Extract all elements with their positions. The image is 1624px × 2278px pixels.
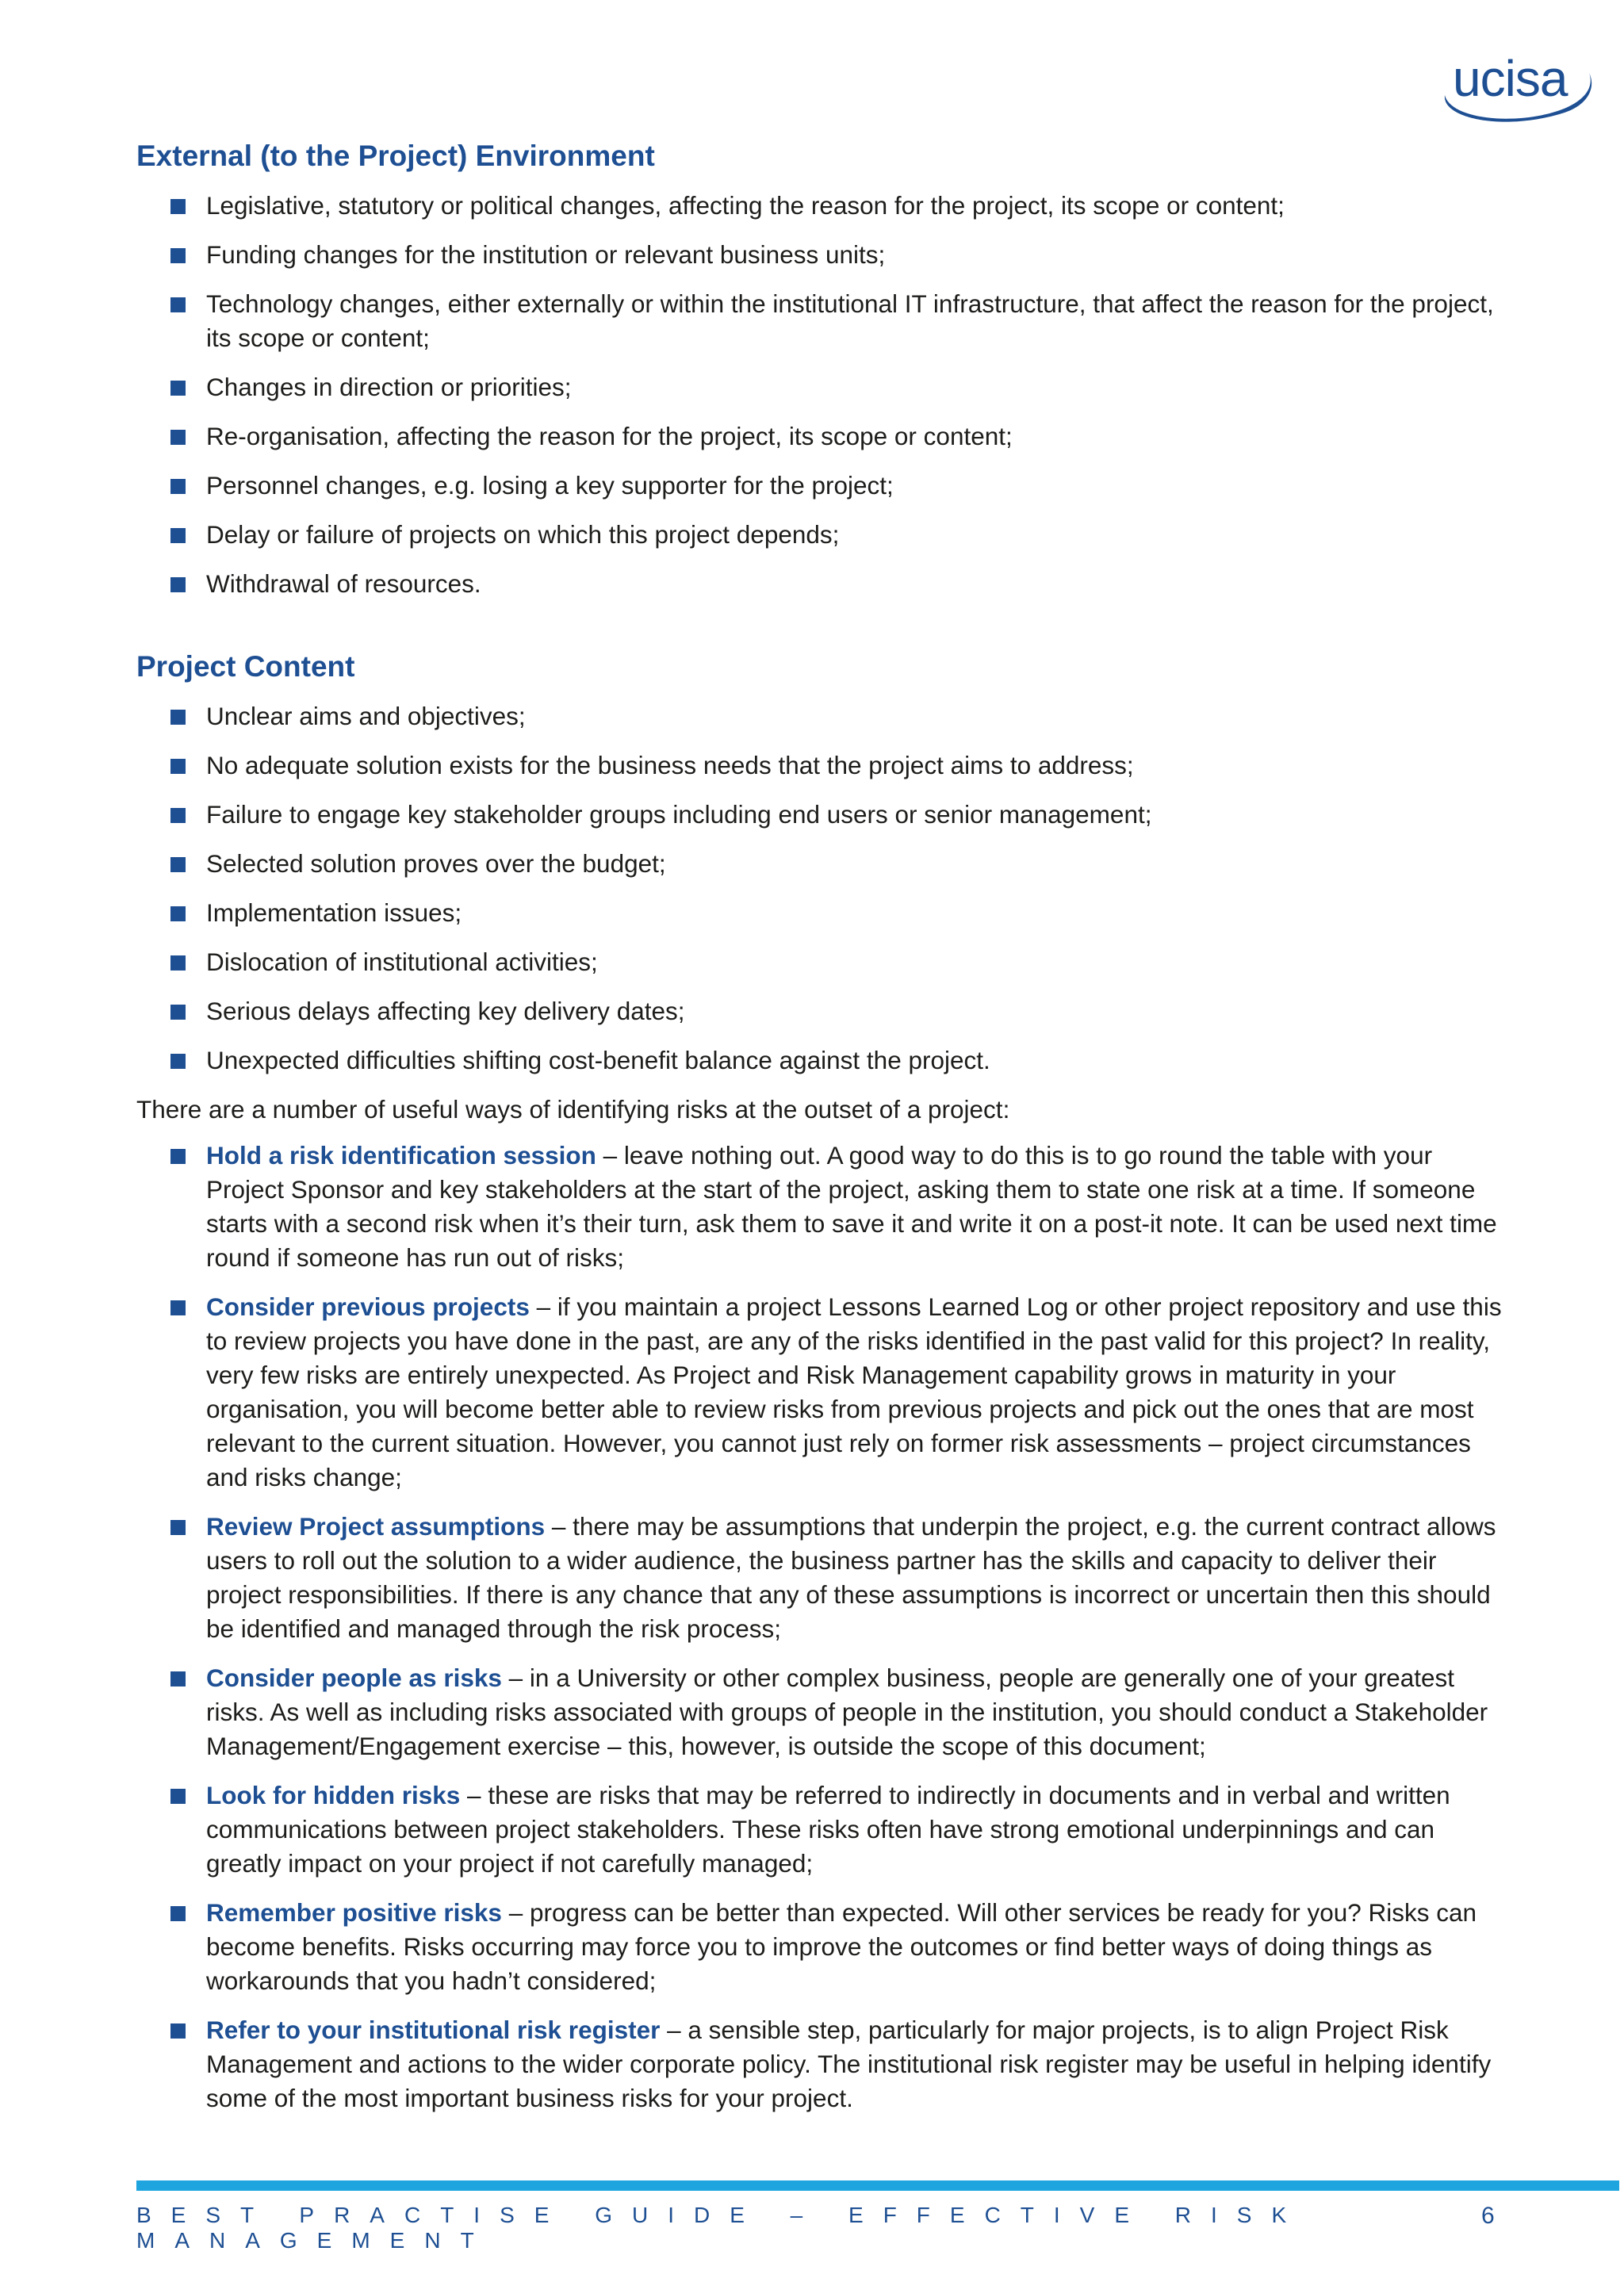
- list-item: Legislative, statutory or political changes, affecting the reason for the project, its scope or content;: [136, 189, 1516, 223]
- page-content: [136, 135, 1516, 2131]
- list-item: Dislocation of institutional activities;: [136, 945, 1516, 979]
- bullet-list: [136, 699, 1516, 1078]
- method-text: – leave nothing out. A good way to do this is to go round the table with your Project Sponsor and key stakeholders at the start of the project, asking them to state one risk at a time. If someone starts with a second risk when it’s their turn, ask them to save it and write it on a post-it note. It can be used next time round if someone has run out of risks;: [206, 1141, 1497, 1272]
- method-title: Refer to your institutional risk register: [206, 2016, 661, 2044]
- list-item: Implementation issues;: [136, 896, 1516, 930]
- footer-rule: [136, 2180, 1619, 2191]
- section-heading: Project Content: [136, 650, 355, 683]
- intro-paragraph: There are a number of useful ways of identifying risks at the outset of a project:: [136, 1095, 1010, 1124]
- list-item: Changes in direction or priorities;: [136, 370, 1516, 404]
- list-item: Selected solution proves over the budget;: [136, 847, 1516, 881]
- section-project-content: [136, 645, 1516, 1078]
- list-item: Funding changes for the institution or relevant business units;: [136, 238, 1516, 272]
- list-item: Serious delays affecting key delivery dates;: [136, 994, 1516, 1028]
- method-text: – these are risks that may be referred to indirectly in documents and in verbal and written communications between project stakeholders. These risks often have strong emotional underpinnings and can greatly impact on your project if not carefully managed;: [206, 1781, 1450, 1878]
- list-item: Withdrawal of resources.: [136, 567, 1516, 601]
- logo-text: ucisa: [1453, 50, 1568, 107]
- footer-title: BEST PRACTISE GUIDE – EFFECTIVE RISK MANAGEMENT: [136, 2203, 1307, 2253]
- list-item: [136, 1290, 1516, 1495]
- method-text: – there may be assumptions that underpin the project, e.g. the current contract allows users to roll out the solution to a wider audience, the business partner has the skills and capacity to deliver their project responsibilities. If there is any chance that any of these assumptions is incorrect or uncertain then this should be identified and managed through the risk process;: [206, 1512, 1496, 1643]
- list-item: Technology changes, either externally or within the institutional IT infrastructure, that affect the reason for the project, its scope or content;: [136, 287, 1516, 355]
- method-title: Look for hidden risks: [206, 1781, 461, 1809]
- ucisa-logo: [1434, 46, 1600, 133]
- method-text: – progress can be better than expected. Will other services be ready for you? Risks can become benefits. Risks occurring may force you to improve the outcomes or find better ways of doing things as workarounds that you hadn’t considered;: [206, 1898, 1477, 1995]
- list-item: [136, 1778, 1516, 1881]
- list-item: Unexpected difficulties shifting cost-benefit balance against the project.: [136, 1043, 1516, 1078]
- section-external-environment: [136, 135, 1516, 601]
- method-title: Hold a risk identification session: [206, 1141, 596, 1170]
- methods-list: [136, 1139, 1516, 2115]
- list-item: Failure to engage key stakeholder groups including end users or senior management;: [136, 798, 1516, 832]
- method-title: Consider people as risks: [206, 1664, 502, 1692]
- page-number: 6: [1481, 2203, 1495, 2229]
- bullet-list: [136, 189, 1516, 601]
- method-text: – a sensible step, particularly for major projects, is to align Project Risk Management and actions to the wider corporate policy. The institutional risk register may be useful in helping identify some of the most important business risks for your project.: [206, 2016, 1492, 2112]
- list-item: [136, 2013, 1516, 2115]
- list-item: [136, 1896, 1516, 1998]
- method-text: – if you maintain a project Lessons Learned Log or other project repository and use this to review projects you have done in the past, are any of the risks identified in the past valid for this project? In reality, very few risks are entirely unexpected. As Project and Risk Management capability grows in maturity in your organisation, you will become better able to review risks from previous projects and pick out the ones that are most relevant to the current situation. However, you cannot just rely on former risk assessments – project circumstances and risks change;: [206, 1292, 1502, 1491]
- method-title: Remember positive risks: [206, 1898, 502, 1927]
- list-item: Re-organisation, affecting the reason for the project, its scope or content;: [136, 419, 1516, 454]
- list-item: No adequate solution exists for the business needs that the project aims to address;: [136, 748, 1516, 783]
- section-heading: External (to the Project) Environment: [136, 140, 655, 172]
- method-title: Review Project assumptions: [206, 1512, 546, 1541]
- list-item: Personnel changes, e.g. losing a key supporter for the project;: [136, 469, 1516, 503]
- method-text: – in a University or other complex business, people are generally one of your greatest risks. As well as including risks associated with groups of people in the institution, you should conduct a Stakeholder Management/Engagement exercise – this, however, is outside the scope of this document;: [206, 1664, 1488, 1760]
- list-item: Delay or failure of projects on which this project depends;: [136, 518, 1516, 552]
- list-item: [136, 1661, 1516, 1763]
- method-title: Consider previous projects: [206, 1292, 530, 1321]
- list-item: Unclear aims and objectives;: [136, 699, 1516, 733]
- list-item: [136, 1510, 1516, 1646]
- list-item: [136, 1139, 1516, 1275]
